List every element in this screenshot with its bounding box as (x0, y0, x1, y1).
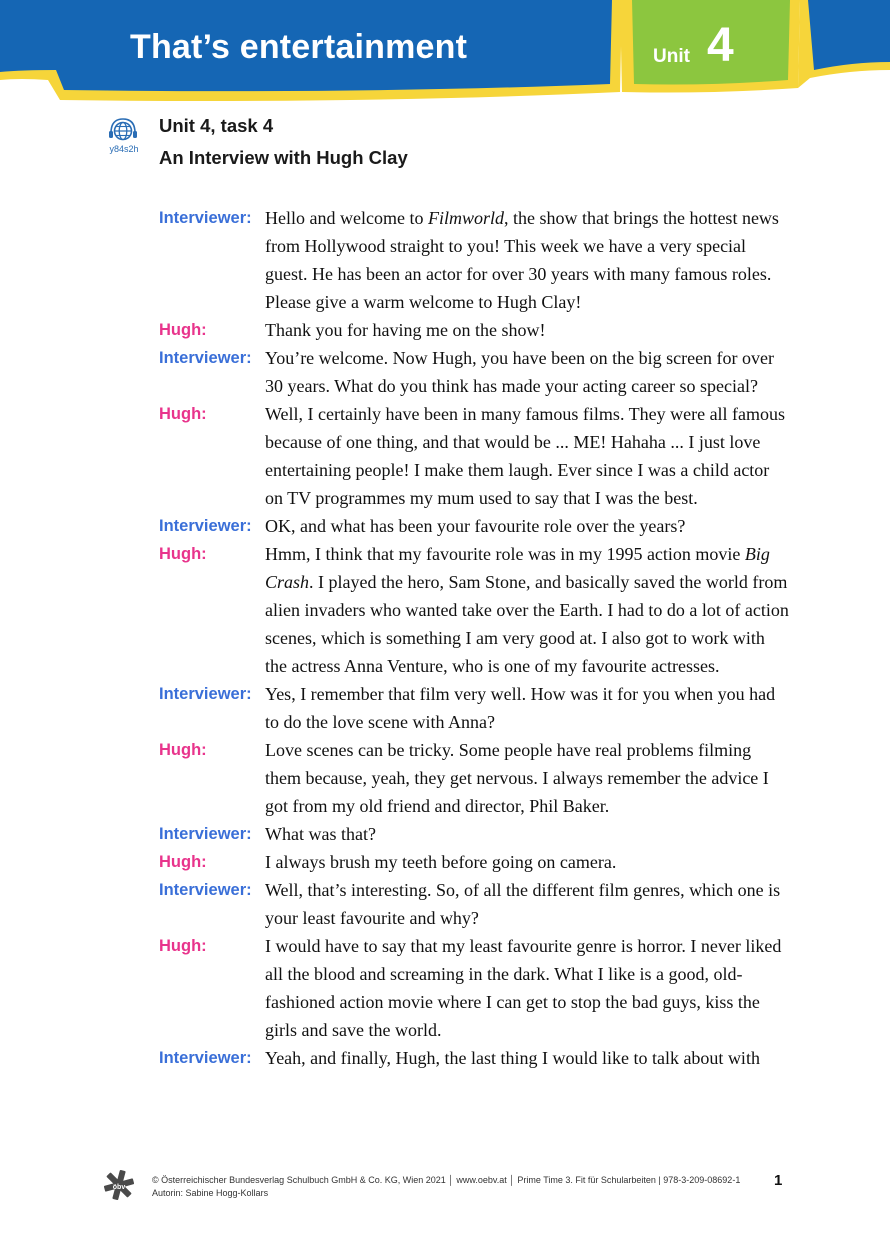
speaker-label: Hugh: (159, 853, 207, 871)
page-header-title: That’s entertainment (130, 28, 468, 66)
task-subtitle: An Interview with Hugh Clay (159, 147, 408, 168)
speaker-label: Hugh: (159, 405, 207, 423)
speech-text: Well, I certainly have been in many famous films. They were all famous because of one thing, and that would be ... ME! Hahaha ... I just love entertaining people! I make them laugh. Ever since I was a child actor on TV programmes my mum used to say that I was the best. (265, 404, 786, 508)
online-code-label[interactable]: y84s2h (109, 144, 139, 154)
task-title: Unit 4, task 4 (159, 115, 274, 136)
dialogue-turn (159, 736, 789, 820)
speaker-label: Hugh: (159, 321, 207, 339)
speaker-label: Interviewer: (159, 517, 252, 535)
speaker-label: Interviewer: (159, 1049, 252, 1067)
speech-text: Hmm, I think that my favourite role was in my 1995 action movie Big Crash. I played the hero, Sam Stone, and basically saved the world from alien invaders who wanted take over the Earth. I had to do a lot of action scenes, which is something I am very good at. I also got to work with the actress Anna Venture, who is one of my favourite actresses. (265, 544, 789, 676)
globe-headphones-icon[interactable] (108, 117, 138, 145)
speaker-label: Interviewer: (159, 881, 252, 899)
footer-credits (152, 1174, 740, 1200)
footer-copyright: © Österreichischer Bundesverlag Schulbuch GmbH & Co. KG, Wien 2021 │ www.oebv.at │ Prime Time 3. Fit für Schularbeiten | 978-3-209-08692-1 (152, 1175, 741, 1185)
speech-text: I would have to say that my least favourite genre is horror. I never liked all the blood and screaming in the dark. What I like is a good, old-fashioned action movie where I can get to stop the bad guys, kiss the girls and save the world. (265, 936, 782, 1040)
unit-label: Unit (653, 46, 690, 67)
speaker-label: Interviewer: (159, 825, 252, 843)
obv-logo-text: öbv (112, 1184, 126, 1191)
speaker-label: Interviewer: (159, 209, 252, 227)
dialogue-turn (159, 820, 789, 848)
speech-text: I always brush my teeth before going on camera. (265, 852, 617, 872)
speech-text: Yes, I remember that film very well. How was it for you when you had to do the love scene with Anna? (265, 684, 776, 732)
dialogue-turn (159, 540, 789, 680)
dialogue-turn (159, 680, 789, 736)
speaker-label: Interviewer: (159, 685, 252, 703)
speech-text: Well, that’s interesting. So, of all the different film genres, which one is your least favourite and why? (265, 880, 781, 928)
interview-transcript (159, 204, 789, 1072)
dialogue-turn (159, 512, 789, 540)
dialogue-turn (159, 316, 789, 344)
footer-author: Autorin: Sabine Hogg-Kollars (152, 1188, 269, 1198)
header-banner (0, 0, 890, 110)
speech-text: OK, and what has been your favourite role over the years? (265, 516, 686, 536)
dialogue-turn (159, 344, 789, 400)
speech-text: Yeah, and finally, Hugh, the last thing I would like to talk about with (265, 1048, 760, 1068)
unit-number: 4 (707, 19, 734, 72)
speaker-label: Hugh: (159, 741, 207, 759)
speech-text: Love scenes can be tricky. Some people have real problems filming them because, yeah, they get nervous. I always remember the advice I got from my old friend and director, Phil Baker. (265, 740, 769, 816)
speaker-label: Hugh: (159, 545, 207, 563)
speaker-label: Interviewer: (159, 349, 252, 367)
speech-text: What was that? (265, 824, 376, 844)
page-number: 1 (774, 1172, 783, 1189)
dialogue-turn (159, 932, 789, 1044)
obv-logo (104, 1169, 134, 1201)
dialogue-turn (159, 876, 789, 932)
speaker-label: Hugh: (159, 937, 207, 955)
dialogue-turn (159, 400, 789, 512)
dialogue-turn (159, 1044, 789, 1072)
speech-text: Thank you for having me on the show! (265, 320, 546, 340)
speech-text: You’re welcome. Now Hugh, you have been on the big screen for over 30 years. What do you think has made your acting career so special? (265, 348, 775, 396)
dialogue-turn (159, 204, 789, 316)
speech-text: Hello and welcome to Filmworld, the show that brings the hottest news from Hollywood straight to you! This week we have a very special guest. He has been an actor for over 30 years with many famous roles. Please give a warm welcome to Hugh Clay! (265, 208, 779, 312)
dialogue-turn (159, 848, 789, 876)
